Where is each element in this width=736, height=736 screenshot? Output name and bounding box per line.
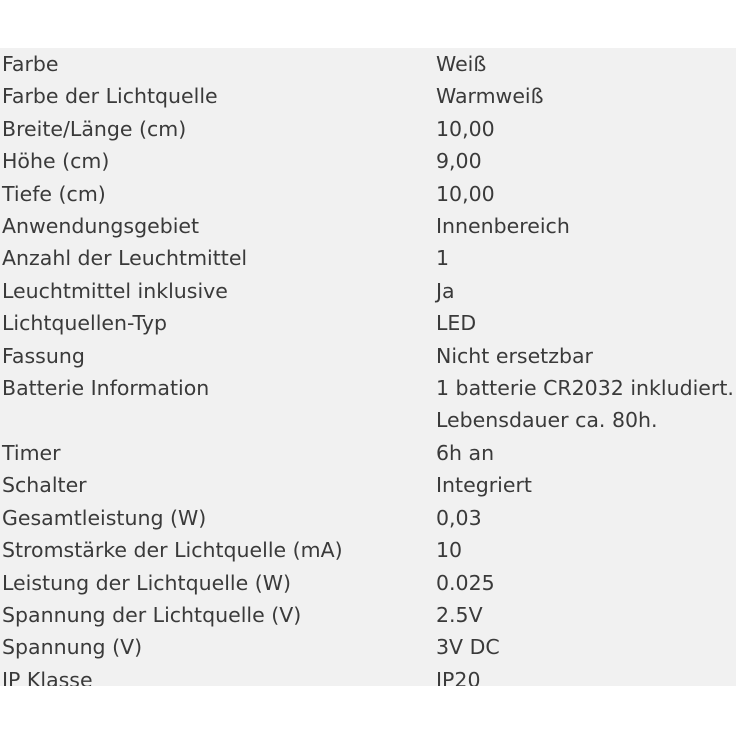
spec-value: Lebensdauer ca. 80h. [436, 408, 658, 433]
spec-row [2, 372, 736, 404]
spec-label: Spannung der Lichtquelle (V) [2, 602, 302, 627]
spec-row [2, 340, 736, 372]
spec-value: 6h an [436, 440, 495, 465]
spec-row [2, 48, 736, 80]
spec-value: 3V DC [436, 635, 500, 660]
spec-label [2, 404, 436, 436]
spec-row [2, 145, 736, 177]
spec-label: Gesamtleistung (W) [2, 505, 207, 530]
spec-row [2, 404, 736, 436]
spec-label: Leuchtmittel inklusive [2, 278, 228, 303]
spec-value: LED [436, 311, 477, 336]
spec-row [2, 437, 736, 469]
spec-label: Spannung (V) [2, 635, 143, 660]
spec-value: 1 batterie CR2032 inkludiert. [436, 376, 734, 401]
spec-row [2, 242, 736, 274]
spec-label: Anzahl der Leuchtmittel [2, 246, 248, 271]
spec-row [2, 275, 736, 307]
spec-value: 1 [436, 246, 450, 271]
spec-value: Weiß [436, 52, 487, 76]
spec-table [2, 48, 736, 686]
spec-value: 10,00 [436, 181, 495, 206]
spec-label: Lichtquellen-Typ [2, 311, 168, 336]
spec-label: Stromstärke der Lichtquelle (mA) [2, 538, 343, 563]
spec-label: Anwendungsgebiet [2, 214, 200, 239]
spec-label: Leistung der Lichtquelle (W) [2, 570, 291, 595]
spec-row [2, 113, 736, 145]
spec-label: Farbe der Lichtquelle [2, 84, 218, 109]
spec-value: 0,03 [436, 505, 482, 530]
spec-label: Farbe [2, 52, 59, 76]
spec-row [2, 664, 736, 686]
spec-value: Nicht ersetzbar [436, 343, 593, 368]
spec-row [2, 567, 736, 599]
spec-label: Tiefe (cm) [2, 181, 106, 206]
spec-value: 10 [436, 538, 463, 563]
spec-row [2, 307, 736, 339]
spec-panel [0, 48, 736, 686]
spec-row [2, 178, 736, 210]
spec-value: Innenbereich [436, 214, 570, 239]
spec-value: IP20 [436, 667, 481, 686]
spec-row [2, 80, 736, 112]
spec-row [2, 599, 736, 631]
spec-label: Fassung [2, 343, 85, 368]
spec-value: 2.5V [436, 602, 483, 627]
spec-row [2, 534, 736, 566]
spec-label: IP Klasse [2, 667, 93, 686]
spec-value: 9,00 [436, 149, 482, 174]
spec-label: Timer [2, 440, 61, 465]
spec-row [2, 469, 736, 501]
spec-row [2, 631, 736, 663]
spec-label: Batterie Information [2, 376, 210, 401]
spec-label: Breite/Länge (cm) [2, 116, 187, 141]
spec-value: Ja [436, 278, 455, 303]
spec-value: Warmweiß [436, 84, 544, 109]
spec-label: Schalter [2, 473, 87, 498]
spec-row [2, 210, 736, 242]
spec-value: 10,00 [436, 116, 495, 141]
spec-value: Integriert [436, 473, 532, 498]
spec-label: Höhe (cm) [2, 149, 110, 174]
spec-value: 0.025 [436, 570, 495, 595]
spec-row [2, 502, 736, 534]
